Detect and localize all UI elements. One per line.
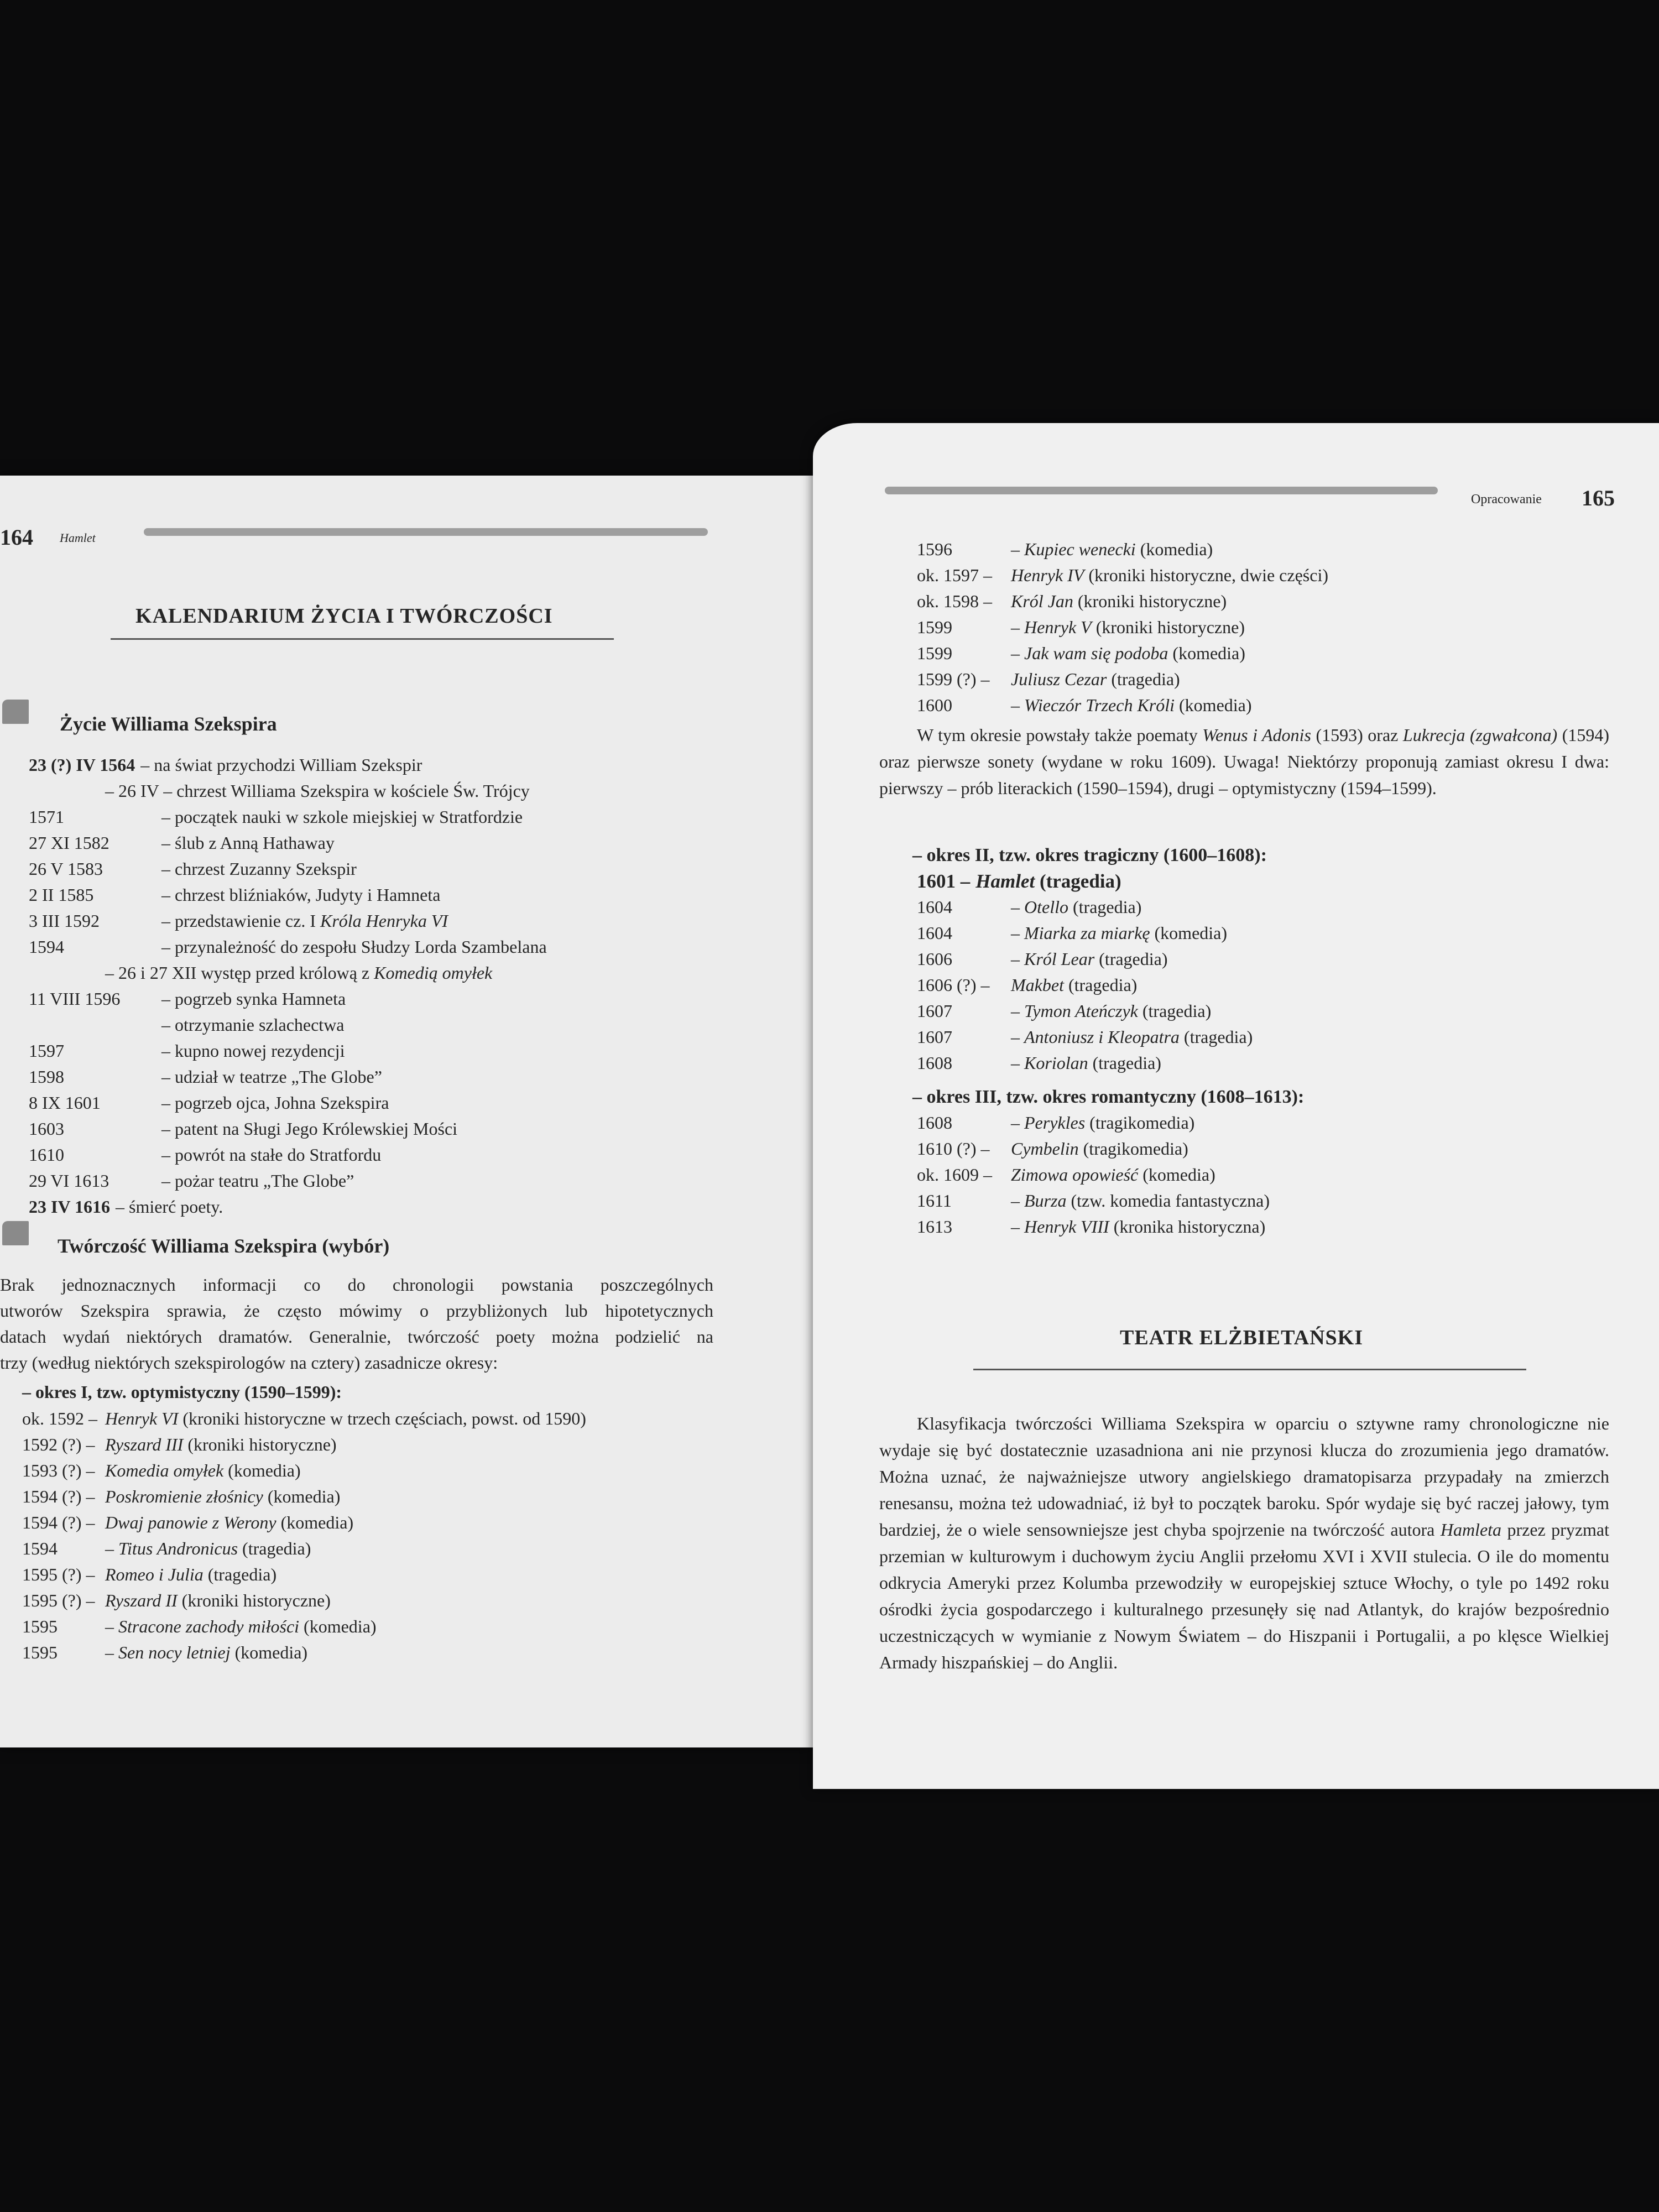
work-title: Henryk V (1024, 617, 1092, 637)
works-intro (0, 1272, 713, 1376)
timeline-date: 1571 (29, 807, 64, 827)
list-item (22, 1510, 586, 1536)
work-date: 1594 (?) – (22, 1486, 95, 1506)
work-title: Makbet (1011, 975, 1064, 995)
list-item (22, 1458, 586, 1484)
work-dash: – (1011, 949, 1024, 969)
work-title: Henryk VIII (1024, 1217, 1109, 1237)
work-genre: (tragedia) (1035, 870, 1121, 892)
work-title: Ryszard II (105, 1590, 178, 1610)
list-item (29, 778, 547, 804)
work-genre: (komedia) (223, 1460, 301, 1480)
list-item (22, 1640, 586, 1666)
work-date: 1595 (22, 1642, 58, 1662)
theatre-paragraph: Klasyfikacja twórczości Williama Szekspira w oparciu o sztywne ramy chronologiczne nie wydaje się być dostatecznie uzasadniona ani nie przynosi klucza do zrozumienia jego dramatów. Można uznać, że najważniejsze utwory angielskiego dramatopisarza przypadały na zmierzch renesansu, można też udowadniać, iż był to początek baroku. Spór wydaje się być raczej jałowy, tym bardziej, że o wiele sensowniejsze jest chyba spojrzenie na twórczość autora Hamleta przez pryzmat przemian w kulturowym i duchowym życiu Anglii przełomu XVI i XVII stulecia. O ile do momentu odkrycia Ameryki przez Kolumba przewodziły w europejskiej sztuce Włochy, o tyle po 1492 roku ośrodki życia gospodarczego i kulturalnego przesunęły się nad Atlantyk, do krajów bezpośrednio uczestniczących w wymianie z Nowym Światem – do Hiszpanii i Portugalii, a po klęsce Wielkiej Armady hiszpańskiej – do Anglii. (879, 1413, 1610, 1672)
list-item (917, 946, 1253, 972)
list-item (29, 934, 547, 960)
work-genre: (tragedia) (1138, 1001, 1212, 1021)
work-title: Hamlet (975, 870, 1035, 892)
work-dash: – (1011, 539, 1024, 559)
work-date: 1604 (917, 897, 952, 917)
life-heading: Życie Williama Szekspira (60, 713, 277, 735)
timeline-text: – przedstawienie cz. I (161, 911, 320, 931)
list-item (917, 920, 1253, 946)
timeline-text: – początek nauki w szkole miejskiej w Stratfordzie (161, 807, 523, 827)
work-date: 1613 (917, 1217, 952, 1237)
timeline-date: 2 II 1585 (29, 885, 94, 905)
work-date: 1599 (?) – (917, 669, 990, 689)
timeline-date: 1603 (29, 1119, 64, 1139)
list-item (29, 1116, 547, 1142)
work-title: Miarka za miarkę (1024, 923, 1150, 943)
list-item (917, 640, 1328, 666)
page-number-right: 165 (1582, 486, 1615, 510)
hamlet-entry (917, 868, 1121, 894)
work-date: 1606 (917, 949, 952, 969)
work-genre: (kroniki historyczne) (1091, 617, 1245, 637)
work-date: 1611 (917, 1191, 952, 1211)
timeline-title: Komedią omyłek (374, 963, 493, 983)
work-dash: – (1011, 897, 1024, 917)
work-genre: (kronika historyczna) (1109, 1217, 1266, 1237)
period3-heading: – okres III, tzw. okres romantyczny (1608–1613): (912, 1087, 1305, 1107)
work-genre: (kroniki historyczne w trzech częściach, powst. od 1590) (178, 1408, 586, 1428)
intro-line: Brak jednoznacznych informacji co do chronologii powstania poszczególnych (0, 1275, 713, 1295)
timeline-text: – 26 IV – chrzest Williama Szekspira w kościele Św. Trójcy (105, 781, 530, 801)
period1-continued (917, 536, 1328, 718)
list-item (917, 692, 1328, 718)
work-dash: – (1011, 923, 1024, 943)
work-dash: – (1011, 1191, 1024, 1211)
intro-line: utworów Szekspira sprawia, że często mówimy o przybliżonych lub hipotetycznych (0, 1301, 713, 1321)
timeline-text: – 26 i 27 XII występ przed królową z (105, 963, 374, 983)
period1-heading: – okres I, tzw. optymistyczny (1590–1599): (22, 1382, 342, 1402)
work-date: 1595 (?) – (22, 1590, 95, 1610)
work-dash: – (105, 1616, 118, 1636)
work-genre: (tragikomedia) (1078, 1139, 1188, 1159)
timeline-text: – otrzymanie szlachectwa (161, 1015, 345, 1035)
timeline-text: – pogrzeb ojca, Johna Szekspira (161, 1093, 389, 1113)
work-title: Antoniusz i Kleopatra (1024, 1027, 1180, 1047)
work-date: ok. 1597 – (917, 565, 992, 585)
timeline-text: – pożar teatru „The Globe” (161, 1171, 354, 1191)
list-item (22, 1562, 586, 1588)
work-title: Burza (1024, 1191, 1067, 1211)
period2-works (917, 894, 1253, 1076)
work-date: 1608 (917, 1113, 952, 1133)
work-genre: (komedia) (1168, 643, 1245, 663)
list-item (917, 1188, 1270, 1214)
life-timeline (29, 752, 547, 1220)
list-item (29, 908, 547, 934)
work-dash: – (105, 1538, 118, 1558)
work-date: 1594 (22, 1538, 58, 1558)
work-genre: (komedia) (1138, 1165, 1215, 1185)
work-genre: (tragedia) (1088, 1053, 1161, 1073)
timeline-date: 3 III 1592 (29, 911, 100, 931)
period3-works (917, 1110, 1270, 1240)
list-item (917, 562, 1328, 588)
work-genre: (komedia) (1175, 695, 1252, 715)
work-date: 1596 (917, 539, 952, 559)
list-item (917, 1136, 1270, 1162)
section-marker-icon (2, 700, 29, 724)
list-item (29, 1142, 547, 1168)
work-date: 1595 (22, 1616, 58, 1636)
work-date: 1595 (?) – (22, 1564, 95, 1584)
timeline-date: 8 IX 1601 (29, 1093, 101, 1113)
work-date: ok. 1609 – (917, 1165, 992, 1185)
work-title: Dwaj panowie z Werony (105, 1512, 276, 1532)
work-dash: – (1011, 1053, 1024, 1073)
list-item (29, 752, 547, 778)
timeline-date: 1597 (29, 1041, 64, 1061)
list-item (22, 1484, 586, 1510)
work-date: 1600 (917, 695, 952, 715)
work-genre: (kroniki historyczne) (177, 1590, 331, 1610)
work-title: Król Jan (1011, 591, 1073, 611)
list-item (29, 830, 547, 856)
list-item (29, 1090, 547, 1116)
timeline-date: 1594 (29, 937, 64, 957)
timeline-text: – chrzest Zuzanny Szekspir (161, 859, 357, 879)
list-item (917, 972, 1253, 998)
period-note: W tym okresie powstały także poematy Wenus i Adonis (1593) oraz Lukrecja (zgwałcona) (1594) oraz pierwsze sonety (wydane w roku 1609). Uwaga! Niektórzy proponują zamiast okresu I dwa: pierwszy – prób literackich (1590–1594), drugi – optymistyczny (1594–1599). (879, 725, 1610, 798)
work-date: 1594 (?) – (22, 1512, 95, 1532)
timeline-text: – ślub z Anną Hathaway (161, 833, 335, 853)
theatre-title: TEATR ELŻBIETAŃSKI (1120, 1326, 1364, 1349)
period1-works (22, 1406, 586, 1666)
timeline-text: – pogrzeb synka Hamneta (161, 989, 346, 1009)
works-heading: Twórczość Williama Szekspira (wybór) (58, 1235, 390, 1257)
work-title: Kupiec wenecki (1024, 539, 1136, 559)
period2-heading: – okres II, tzw. okres tragiczny (1600–1608): (912, 845, 1267, 865)
calendar-title-rule (111, 638, 614, 640)
list-item (29, 1194, 547, 1220)
header-rule-left (144, 528, 708, 536)
work-genre: (kroniki historyczne) (1073, 591, 1227, 611)
work-date: 1608 (917, 1053, 952, 1073)
work-genre: (komedia) (263, 1486, 341, 1506)
work-title: Juliusz Cezar (1011, 669, 1107, 689)
work-genre: (tragedia) (1068, 897, 1142, 917)
work-date: ok. 1592 – (22, 1408, 97, 1428)
header-rule-right (885, 487, 1438, 494)
work-dash: – (1011, 617, 1024, 637)
work-genre: (tragedia) (203, 1564, 277, 1584)
list-item (22, 1614, 586, 1640)
right-page (813, 423, 1659, 1789)
work-genre: (tragedia) (238, 1538, 311, 1558)
timeline-date: 1598 (29, 1067, 64, 1087)
work-genre: (kroniki historyczne, dwie części) (1084, 565, 1328, 585)
timeline-date: 23 (?) IV 1564 (29, 755, 135, 775)
list-item (917, 666, 1328, 692)
section-marker-icon (2, 1221, 29, 1245)
work-dash: – (105, 1642, 118, 1662)
work-title: Wieczór Trzech Króli (1024, 695, 1175, 715)
list-item (917, 614, 1328, 640)
work-genre: (komedia) (1135, 539, 1213, 559)
work-dash: – (1011, 695, 1024, 715)
work-date: 1604 (917, 923, 952, 943)
work-dash: – (1011, 1001, 1024, 1021)
work-date: 1610 (?) – (917, 1139, 990, 1159)
work-genre: (tragedia) (1063, 975, 1138, 995)
list-item (917, 998, 1253, 1024)
work-title: Henryk VI (105, 1408, 179, 1428)
timeline-text: – kupno nowej rezydencji (161, 1041, 345, 1061)
timeline-title: Króla Henryka VI (320, 911, 448, 931)
calendar-title: KALENDARIUM ŻYCIA I TWÓRCZOŚCI (135, 604, 553, 628)
work-genre: (komedia) (299, 1616, 377, 1636)
work-title: Ryszard III (105, 1434, 184, 1454)
list-item (22, 1406, 586, 1432)
work-date: 1601 – (917, 870, 971, 892)
work-date: 1593 (?) – (22, 1460, 95, 1480)
list-item (917, 1024, 1253, 1050)
work-date: ok. 1598 – (917, 591, 992, 611)
work-title: Koriolan (1024, 1053, 1088, 1073)
list-item (917, 1110, 1270, 1136)
list-item (22, 1432, 586, 1458)
work-title: Sen nocy letniej (118, 1642, 231, 1662)
list-item (917, 536, 1328, 562)
list-item (29, 1064, 547, 1090)
work-date: 1592 (?) – (22, 1434, 95, 1454)
running-head-left: Hamlet (60, 531, 96, 545)
list-item (29, 960, 547, 986)
list-item (917, 1050, 1253, 1076)
intro-line: trzy (według niektórych szekspirologów na cztery) zasadnicze okresy: (0, 1353, 498, 1373)
work-dash: – (1011, 643, 1024, 663)
list-item (29, 882, 547, 908)
work-title: Poskromienie złośnicy (105, 1486, 263, 1506)
timeline-date: 29 VI 1613 (29, 1171, 109, 1191)
work-title: Król Lear (1024, 949, 1095, 969)
work-title: Henryk IV (1011, 565, 1084, 585)
work-title: Zimowa opowieść (1011, 1165, 1139, 1185)
work-title: Perykles (1024, 1113, 1086, 1133)
list-item (29, 1012, 547, 1038)
timeline-text: – śmierć poety. (115, 1197, 223, 1217)
timeline-text: – na świat przychodzi William Szekspir (140, 755, 422, 775)
timeline-text: – patent na Sługi Jego Królewskiej Mości (161, 1119, 458, 1139)
work-genre: (tragedia) (1094, 949, 1168, 969)
list-item (22, 1588, 586, 1614)
work-genre: (tragedia) (1179, 1027, 1253, 1047)
work-title: Tymon Ateńczyk (1024, 1001, 1138, 1021)
list-item (29, 856, 547, 882)
work-title: Titus Andronicus (118, 1538, 238, 1558)
intro-line: datach wydań niektórych dramatów. Generalnie, twórczość poety można podzielić na (0, 1327, 713, 1347)
timeline-text: – przynależność do zespołu Słudzy Lorda Szambelana (161, 937, 547, 957)
period2-lead (917, 868, 1121, 894)
list-item (917, 894, 1253, 920)
work-dash: – (1011, 1027, 1024, 1047)
list-item (917, 1214, 1270, 1240)
work-title: Romeo i Julia (105, 1564, 204, 1584)
theatre-title-rule (973, 1369, 1526, 1370)
timeline-text: – udział w teatrze „The Globe” (161, 1067, 382, 1087)
list-item (29, 986, 547, 1012)
work-date: 1599 (917, 643, 952, 663)
work-genre: (kroniki historyczne) (183, 1434, 337, 1454)
timeline-date: 27 XI 1582 (29, 833, 109, 853)
work-title: Otello (1024, 897, 1068, 917)
list-item (22, 1536, 586, 1562)
work-genre: (komedia) (276, 1512, 354, 1532)
work-date: 1606 (?) – (917, 975, 990, 995)
work-dash: – (1011, 1113, 1024, 1133)
list-item (917, 1162, 1270, 1188)
work-genre: (tragikomedia) (1085, 1113, 1195, 1133)
list-item (917, 588, 1328, 614)
work-title: Cymbelin (1011, 1139, 1079, 1159)
work-title: Jak wam się podoba (1024, 643, 1168, 663)
timeline-date: 1610 (29, 1145, 64, 1165)
work-title: Stracone zachody miłości (118, 1616, 300, 1636)
work-date: 1599 (917, 617, 952, 637)
timeline-date: 23 IV 1616 (29, 1197, 110, 1217)
timeline-text: – powrót na stałe do Stratfordu (161, 1145, 382, 1165)
timeline-date: 26 V 1583 (29, 859, 103, 879)
work-genre: (komedia) (1150, 923, 1228, 943)
work-dash: – (1011, 1217, 1024, 1237)
work-genre: (komedia) (230, 1642, 308, 1662)
work-genre: (tzw. komedia fantastyczna) (1066, 1191, 1270, 1211)
work-title: Komedia omyłek (105, 1460, 224, 1480)
list-item (29, 1168, 547, 1194)
page-number-left: 164 (0, 525, 33, 550)
timeline-text: – chrzest bliźniaków, Judyty i Hamneta (161, 885, 441, 905)
work-date: 1607 (917, 1001, 952, 1021)
list-item (29, 1038, 547, 1064)
work-genre: (tragedia) (1107, 669, 1180, 689)
running-head-right: Opracowanie (1471, 492, 1542, 507)
timeline-date: 11 VIII 1596 (29, 989, 121, 1009)
left-page (0, 476, 813, 1747)
work-date: 1607 (917, 1027, 952, 1047)
list-item (29, 804, 547, 830)
